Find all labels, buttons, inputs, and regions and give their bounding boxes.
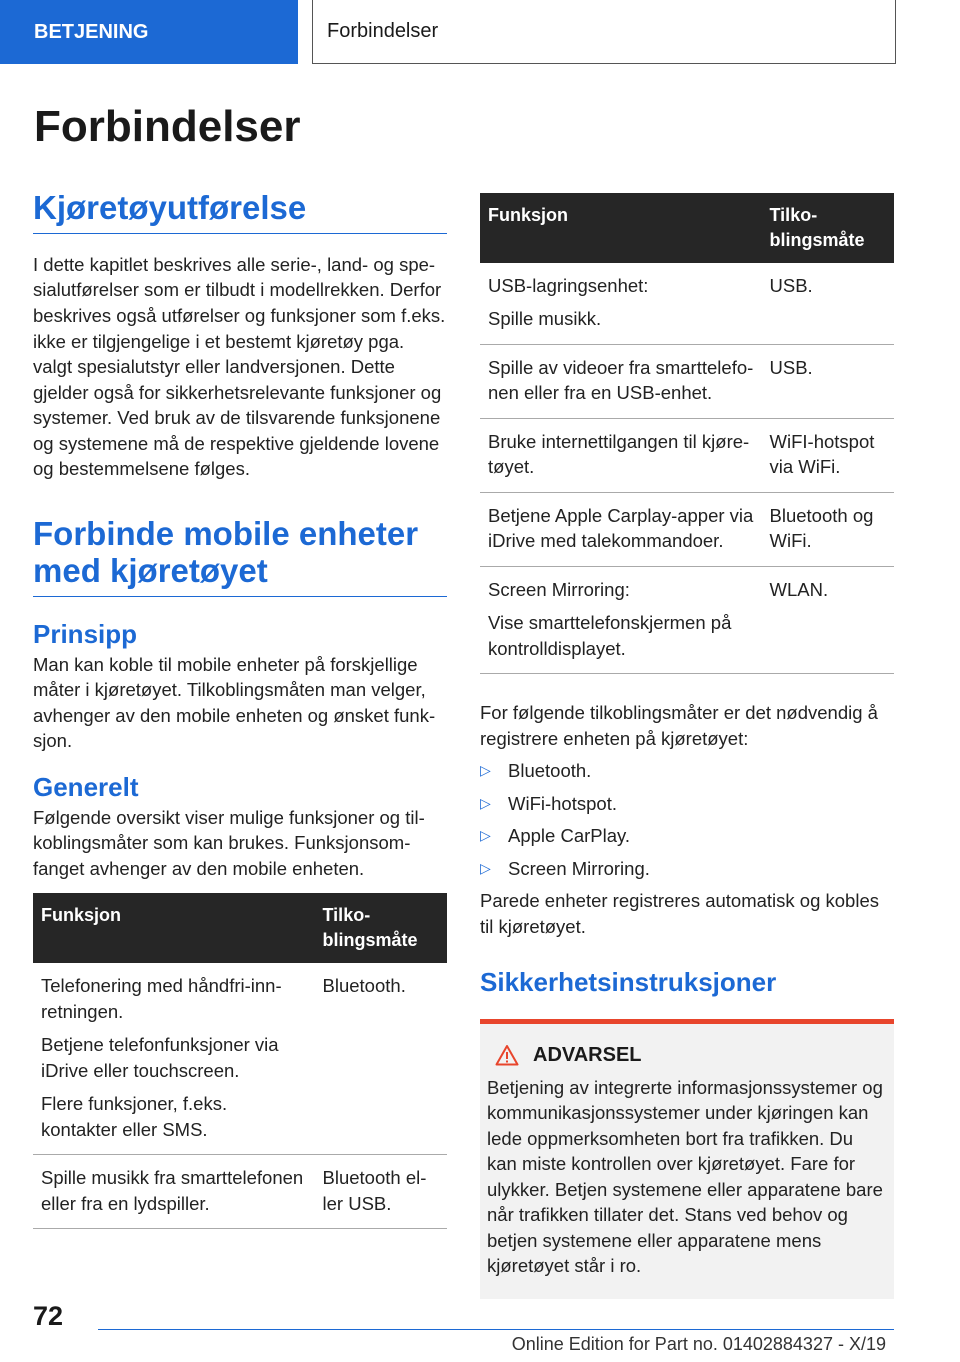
heading-connect-devices: Forbinde mobile enheter med kjøretøyet bbox=[33, 516, 447, 597]
triangle-bullet-icon: ▷ bbox=[480, 762, 491, 779]
table-cell-connection: Bluetooth eller USB. bbox=[315, 1155, 447, 1229]
table-header-function: Funksjon bbox=[33, 893, 315, 963]
table-cell-connection: Bluetooth og WiFi. bbox=[762, 492, 894, 566]
table-header-function: Funksjon bbox=[480, 193, 762, 263]
header-chapter-box bbox=[312, 0, 896, 64]
table-row bbox=[480, 566, 894, 674]
header-chapter-label: Forbindelser bbox=[327, 20, 439, 42]
table-header-connection: Tilkoblingsmåte bbox=[315, 893, 447, 963]
connection-table-1 bbox=[33, 893, 447, 1229]
warning-box bbox=[480, 1019, 894, 1299]
triangle-bullet-icon: ▷ bbox=[480, 794, 491, 811]
paragraph-principle: Man kan koble til mobile enheter på forskjellige måter i kjøretøyet. Tilkoblingsmåten man velger, avhenger av den mobile enheten og ønsket funksjon. bbox=[33, 653, 436, 752]
table-cell-function: Spille musikk fra smarttelefonen eller fra en lydspiller. bbox=[33, 1155, 315, 1229]
heading-vehicle-version: Kjøretøyutførelse bbox=[33, 190, 447, 234]
warning-text: Betjening av integrerte informasjonssystemer og kommunikasjonssystemer under kjøringen kan lede oppmerksomheten bort fra trafikken. Du kan miste kontrollen over kjøretøyet. Fare for ulykker. Betjen systemene eller apparatene bare når trafikken tillater det. Stans ved behov og betjen systemene eller apparatene mens kjøretøyet står i ro. bbox=[487, 1076, 883, 1277]
table-cell-connection: USB. bbox=[762, 344, 894, 418]
table-row bbox=[480, 263, 894, 345]
paragraph-general: Følgende oversikt viser mulige funksjoner og tilkoblingsmåter som kan brukes. Funksjonsomfanget avhenger av den mobile enheten. bbox=[33, 806, 425, 879]
table-header-connection: Tilkoblingsmåte bbox=[762, 193, 894, 263]
heading-principle: Prinsipp bbox=[33, 618, 138, 649]
table-row bbox=[33, 963, 447, 1155]
table-cell-function: Bruke internettilgangen til kjøretøyet. bbox=[480, 418, 762, 492]
table-row bbox=[33, 1155, 447, 1229]
table-cell-function: Betjene Apple Carplay-apper via iDrive med talekommandoer. bbox=[480, 492, 762, 566]
warning-header bbox=[487, 1044, 886, 1067]
left-column bbox=[33, 190, 447, 1229]
list-item: ▷ WiFi-hotspot. bbox=[480, 791, 894, 817]
table-cell-connection: Bluetooth. bbox=[315, 963, 447, 1155]
heading-general: Generelt bbox=[33, 771, 139, 802]
warning-label: ADVARSEL bbox=[533, 1043, 642, 1066]
paragraph-registration: For følgende tilkoblingsmåter er det nødvendig å registrere enheten på kjøretøyet: bbox=[480, 702, 878, 749]
list-item: ▷ Bluetooth. bbox=[480, 758, 894, 784]
table-cell-function: Spille av videoer fra smarttelefonen eller fra en USB-enhet. bbox=[480, 344, 762, 418]
paragraph-paired-devices: Parede enheter registreres automatisk og kobles til kjøretøyet. bbox=[480, 890, 879, 937]
warning-triangle-icon bbox=[495, 1044, 519, 1066]
triangle-bullet-icon: ▷ bbox=[480, 827, 491, 844]
table-cell-function: Screen Mirroring: Vise smarttelefonskjermen på kontrolldisplayet. bbox=[480, 566, 762, 674]
footer-edition-text: Online Edition for Part no. 01402884327 - X/19 bbox=[511, 1334, 886, 1354]
right-column bbox=[480, 193, 894, 1299]
table-header-row bbox=[480, 193, 894, 263]
table-cell-function: USB-lagringsenhet: Spille musikk. bbox=[480, 263, 762, 345]
table-cell-connection: WiFI-hotspot via WiFi. bbox=[762, 418, 894, 492]
heading-safety: Sikkerhetsinstruksjoner bbox=[480, 967, 777, 998]
table-header-row bbox=[33, 893, 447, 963]
paragraph-vehicle-version: I dette kapitlet beskrives alle serie-, land- og spesialutførelser som er tilbudt i modellrekken. Derfor beskrives også utførelser og funksjoner som f.eks. ikke er tilgjengelige i et bestemt kjøretøy pga. valgt spesialutstyr eller landversjonen. Dette gjelder også for sikkerhetsrelevante funksjoner og systemer. Ved bruk av de tilsvarende funksjonene og systemene må de respektive gjeldende lovene og bestemmelsene følges. bbox=[33, 253, 446, 480]
table-cell-function: Telefonering med håndfri-innretningen. Betjene telefonfunksjoner via iDrive eller touchscreen. Flere funksjoner, f.eks. kontakter eller SMS. bbox=[33, 963, 315, 1155]
page-number: 72 bbox=[33, 1301, 64, 1331]
table-cell-connection: USB. bbox=[762, 263, 894, 345]
list-item: ▷ Apple CarPlay. bbox=[480, 823, 894, 849]
list-item: ▷ Screen Mirroring. bbox=[480, 856, 894, 882]
table-row bbox=[480, 344, 894, 418]
header-section-label: BETJENING bbox=[34, 20, 149, 43]
table-row bbox=[480, 492, 894, 566]
header-section-tab bbox=[0, 0, 298, 64]
page-title: Forbindelser bbox=[34, 102, 301, 151]
bullet-list bbox=[480, 758, 894, 881]
triangle-bullet-icon: ▷ bbox=[480, 859, 491, 876]
connection-table-2 bbox=[480, 193, 894, 674]
table-row bbox=[480, 418, 894, 492]
table-cell-connection: WLAN. bbox=[762, 566, 894, 674]
footer-divider bbox=[98, 1329, 894, 1330]
